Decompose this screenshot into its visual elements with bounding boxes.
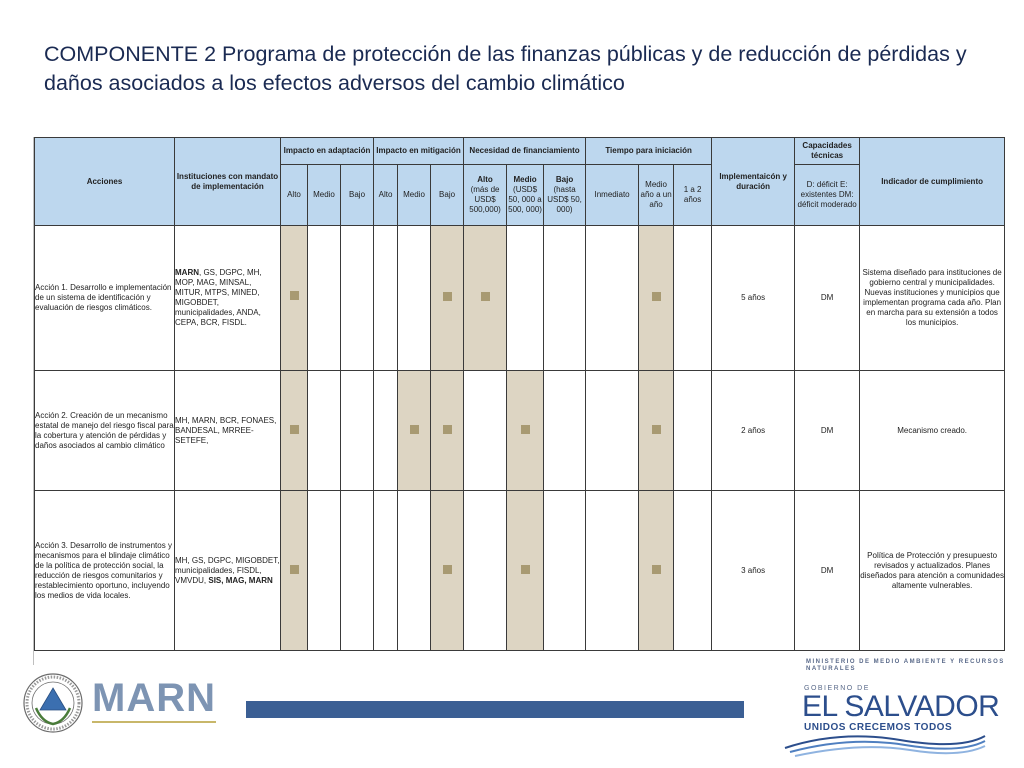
accion-cell: Acción 1. Desarrollo e implementación de un sistema de identificación y evaluación de riesgos climáticos. <box>35 226 175 371</box>
header-mitig-medio: Medio <box>398 165 431 226</box>
header-fin-medio <box>507 165 544 226</box>
empty-cell <box>464 491 507 651</box>
capacidades-cell: DM <box>795 226 860 371</box>
selection-mark <box>443 565 452 574</box>
table-row <box>35 371 1005 491</box>
mark-cell <box>281 371 308 491</box>
selection-mark <box>290 425 299 434</box>
empty-cell <box>308 226 341 371</box>
mark-cell <box>639 371 674 491</box>
header-impacto-adaptacion: Impacto en adaptación <box>281 138 374 165</box>
instituciones-cell <box>175 491 281 651</box>
header-inmediato: Inmediato <box>586 165 639 226</box>
selection-mark <box>443 425 452 434</box>
inst-rest: , GS, DGPC, MH, MOP, MAG, MINSAL, MITUR, MTPS, MINED, MIGOBDET, municipalidades, ANDA, CEPA, BCR, FISDL. <box>175 268 262 327</box>
mark-cell <box>431 371 464 491</box>
indicador-cell: Mecanismo creado. <box>860 371 1005 491</box>
header-necesidad: Necesidad de financiamiento <box>464 138 586 165</box>
instituciones-cell <box>175 226 281 371</box>
selection-mark <box>410 425 419 434</box>
marn-logo <box>92 676 216 723</box>
header-medio-ano: Medio año a un año <box>639 165 674 226</box>
selection-mark <box>290 291 299 300</box>
inst-rest: MH, GS, DGPC, MIGOBDET, municipalidades, FISDL, VMVDU, <box>175 555 280 585</box>
empty-cell <box>544 491 586 651</box>
capacidades-cell: DM <box>795 491 860 651</box>
header-impacto-mitigacion: Impacto en mitigación <box>374 138 464 165</box>
slide-title: COMPONENTE 2 Programa de protección de las finanzas públicas y de reducción de pérdidas y daños asociados a los efectos adversos del cambio climático <box>44 42 967 95</box>
table-row <box>35 226 1005 371</box>
action-matrix <box>33 137 1004 665</box>
inst-lead: MARN <box>175 268 199 277</box>
header-fin-alto <box>464 165 507 226</box>
empty-cell <box>674 371 712 491</box>
selection-mark <box>652 425 661 434</box>
mark-cell <box>464 226 507 371</box>
empty-cell <box>341 491 374 651</box>
mark-cell <box>507 371 544 491</box>
selection-mark <box>481 292 490 301</box>
mark-cell <box>431 226 464 371</box>
header-mitig-bajo: Bajo <box>431 165 464 226</box>
empty-cell <box>586 491 639 651</box>
empty-cell <box>398 226 431 371</box>
accion-cell: Acción 3. Desarrollo de instrumentos y mecanismos para el blindaje climático de la política de protección social, la reducción de riesgos comunitarios y restablecimiento oportuno, incluyendo los medios de vida locales. <box>35 491 175 651</box>
mark-cell <box>398 371 431 491</box>
mark-cell <box>431 491 464 651</box>
selection-mark <box>652 565 661 574</box>
empty-cell <box>544 371 586 491</box>
header-tiempo: Tiempo para iniciación <box>586 138 712 165</box>
marn-wordmark: MARN <box>92 676 216 720</box>
gobierno-label: GOBIERNO DE <box>804 685 870 692</box>
selection-mark <box>652 292 661 301</box>
matrix-table <box>34 137 1005 651</box>
marn-underline <box>92 721 216 723</box>
empty-cell <box>341 226 374 371</box>
mark-cell <box>639 491 674 651</box>
header-adapt-medio: Medio <box>308 165 341 226</box>
national-seal-icon <box>22 670 84 736</box>
selection-mark <box>443 292 452 301</box>
ministerio-label: MINISTERIO DE MEDIO AMBIENTE Y RECURSOS NATURALES <box>806 659 1005 672</box>
inst-tail: SIS, MAG, MARN <box>208 575 273 585</box>
header-adapt-bajo: Bajo <box>341 165 374 226</box>
header-fin-bajo <box>544 165 586 226</box>
duracion-cell: 3 años <box>712 491 795 651</box>
empty-cell <box>341 371 374 491</box>
fin-medio-label: Medio <box>513 175 537 184</box>
empty-cell <box>308 371 341 491</box>
mark-cell <box>639 226 674 371</box>
capacidades-cell: DM <box>795 371 860 491</box>
empty-cell <box>674 491 712 651</box>
header-adapt-alto: Alto <box>281 165 308 226</box>
pais-label: EL SALVADOR <box>802 690 1000 723</box>
header-capacidades: Capacidades técnicas <box>795 138 860 165</box>
table-row <box>35 491 1005 651</box>
empty-cell <box>507 226 544 371</box>
indicador-cell: Sistema diseñado para instituciones de gobierno central y municipalidades. Nuevas instituciones y municipios que implementan programa cada año. Plan en marcha para su extensión a todos los municipios. <box>860 226 1005 371</box>
empty-cell <box>308 491 341 651</box>
instituciones-cell: MH, MARN, BCR, FONAES, BANDESAL, MRREE-SETEFE, <box>175 371 281 491</box>
footer-bar <box>246 701 744 718</box>
fin-bajo-label: Bajo <box>555 175 574 184</box>
waves-icon <box>780 728 990 758</box>
fin-alto-range: (más de USD$ 500,000) <box>469 185 501 214</box>
empty-cell <box>674 226 712 371</box>
header-mitig-alto: Alto <box>374 165 398 226</box>
indicador-cell: Política de Protección y presupuesto revisados y actualizados. Planes diseñados para atención a comunidades altamente vulnerables. <box>860 491 1005 651</box>
header-instituciones: Instituciones con mandato de implementación <box>175 138 281 226</box>
empty-cell <box>374 226 398 371</box>
empty-cell <box>544 226 586 371</box>
lema-label: UNIDOS CRECEMOS TODOS <box>804 722 953 733</box>
mark-cell <box>281 491 308 651</box>
empty-cell <box>374 371 398 491</box>
empty-cell <box>464 371 507 491</box>
empty-cell <box>586 226 639 371</box>
fin-bajo-range: (hasta USD$ 50, 000) <box>547 185 582 214</box>
empty-cell <box>586 371 639 491</box>
duracion-cell: 2 años <box>712 371 795 491</box>
selection-mark <box>290 565 299 574</box>
header-acciones: Acciones <box>35 138 175 226</box>
empty-cell <box>374 491 398 651</box>
header-capacidades-legend: D: déficit E: existentes DM: déficit moderado <box>795 165 860 226</box>
header-indicador: Indicador de cumplimiento <box>860 138 1005 226</box>
duracion-cell: 5 años <box>712 226 795 371</box>
mark-cell <box>281 226 308 371</box>
accion-cell: Acción 2. Creación de un mecanismo estatal de manejo del riesgo fiscal para la cobertura y atención de pérdidas y daños asociados al cambio climático <box>35 371 175 491</box>
header-implementacion: Implementaicón y duración <box>712 138 795 226</box>
empty-cell <box>398 491 431 651</box>
mark-cell <box>507 491 544 651</box>
fin-medio-range: (USD$ 50, 000 a 500, 000) <box>508 185 542 214</box>
gobierno-logo <box>790 659 1015 733</box>
selection-mark <box>521 565 530 574</box>
header-uno-dos: 1 a 2 años <box>674 165 712 226</box>
fin-alto-label: Alto <box>477 175 493 184</box>
selection-mark <box>521 425 530 434</box>
